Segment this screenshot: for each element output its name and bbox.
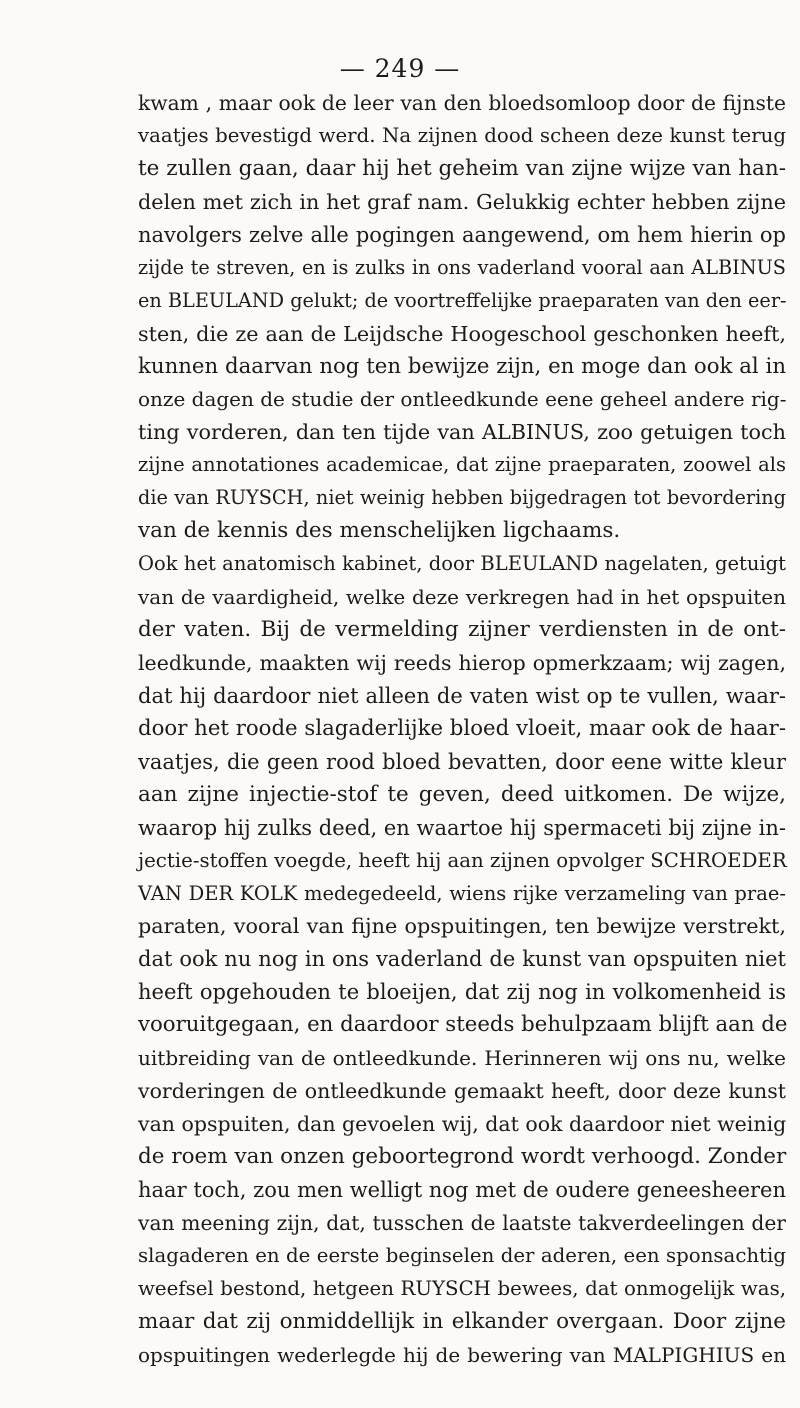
text-line: delen met zich in het graf nam. Gelukkig echter hebben zijne [138, 189, 786, 214]
text-line: zijne annotationes academicae, dat zijne praeparaten, zoowel als [138, 453, 786, 477]
text-line: waarop hij zulks deed, en waartoe hij spermaceti bij zijne in- [138, 815, 786, 840]
text-line: sten, die ze aan de Leijdsche Hoogeschool geschonken heeft, [138, 321, 786, 346]
page-number: — 249 — [339, 54, 461, 83]
text-line: vaatjes, die geen rood bloed bevatten, door eene witte kleur [138, 749, 786, 774]
text-line: die van RUYSCH, niet weinig hebben bijgedragen tot bevordering [138, 486, 786, 510]
text-line: navolgers zelve alle pogingen aangewend, om hem hierin op [138, 222, 786, 247]
text-line: der vaten. Bij de vermelding zijner verdiensten in de ont- [138, 617, 786, 642]
text-line: te zullen gaan, daar hij het geheim van zijne wijze van han- [138, 155, 786, 181]
text-line: aan zijne injectie-stof te geven, deed uitkomen. De wijze, [138, 781, 786, 807]
text-line: haar toch, zou men welligt nog met de oudere geneesheeren [138, 1177, 786, 1202]
text-line: ting vorderen, dan ten tijde van ALBINUS, zoo getuigen toch [138, 420, 786, 445]
text-line: vooruitgegaan, en daardoor steeds behulpzaam blijft aan de [138, 1012, 788, 1038]
text-line: slagaderen en de eerste beginselen der aderen, een sponsachtig [138, 1243, 786, 1267]
text-line: van de kennis des menschelijken ligchaams. [138, 518, 621, 544]
text-line: heeft opgehouden te bloeijen, dat zij nog in volkomenheid is [138, 980, 786, 1005]
body-text [138, 87, 786, 1372]
text-line: maar dat zij onmiddellijk in elkander overgaan. Door zijne [138, 1308, 786, 1334]
text-line: VAN DER KOLK medegedeeld, wiens rijke verzameling van prae- [138, 881, 786, 905]
text-line: kunnen daarvan nog ten bewijze zijn, en moge dan ook al in [138, 353, 786, 379]
text-line: zijde te streven, en is zulks in ons vaderland vooral aan ALBINUS [138, 255, 786, 279]
text-line: door het roode slagaderlijke bloed vloeit, maar ook de haar- [138, 715, 786, 741]
text-line: weefsel bestond, hetgeen RUYSCH bewees, dat onmogelijk was, [138, 1276, 786, 1300]
text-line: uitbreiding van de ontleedkunde. Herinneren wij ons nu, welke [138, 1046, 786, 1071]
text-line: leedkunde, maakten wij reeds hierop opmerkzaam; wij zagen, [138, 650, 786, 675]
text-line: opspuitingen wederlegde hij de bewering van MALPIGHIUS en [138, 1342, 786, 1367]
text-line: de roem van onzen geboortegrond wordt verhoogd. Zonder [138, 1144, 787, 1169]
text-line: kwam , maar ook de leer van den bloedsomloop door de fijnste [138, 91, 786, 115]
text-line: van de vaardigheid, welke deze verkregen had in het opspuiten [138, 585, 786, 610]
text-line: dat ook nu nog in ons vaderland de kunst van opspuiten niet [138, 947, 786, 972]
text-line: jectie-stoffen voegde, heeft hij aan zijnen opvolger SCHROEDER [138, 848, 787, 872]
text-line: vorderingen de ontleedkunde gemaakt heeft, door deze kunst [138, 1079, 786, 1104]
text-line: dat hij daardoor niet alleen de vaten wist op te vullen, waar- [138, 683, 786, 708]
text-line: van meening zijn, dat, tusschen de laatste takverdeelingen der [138, 1210, 786, 1235]
text-line: en BLEULAND gelukt; de voortreffelijke praeparaten van den eer- [138, 288, 787, 312]
text-line: Ook het anatomisch kabinet, door BLEULAND nagelaten, getuigt [138, 552, 786, 576]
text-line: van opspuiten, dan gevoelen wij, dat ook daardoor niet weinig [138, 1112, 787, 1137]
text-line: onze dagen de studie der ontleedkunde eene geheel andere rig- [138, 387, 787, 412]
text-line: paraten, vooral van fijne opspuitingen, ten bewijze verstrekt, [138, 914, 786, 939]
text-line: vaatjes bevestigd werd. Na zijnen dood scheen deze kunst terug [138, 123, 786, 147]
